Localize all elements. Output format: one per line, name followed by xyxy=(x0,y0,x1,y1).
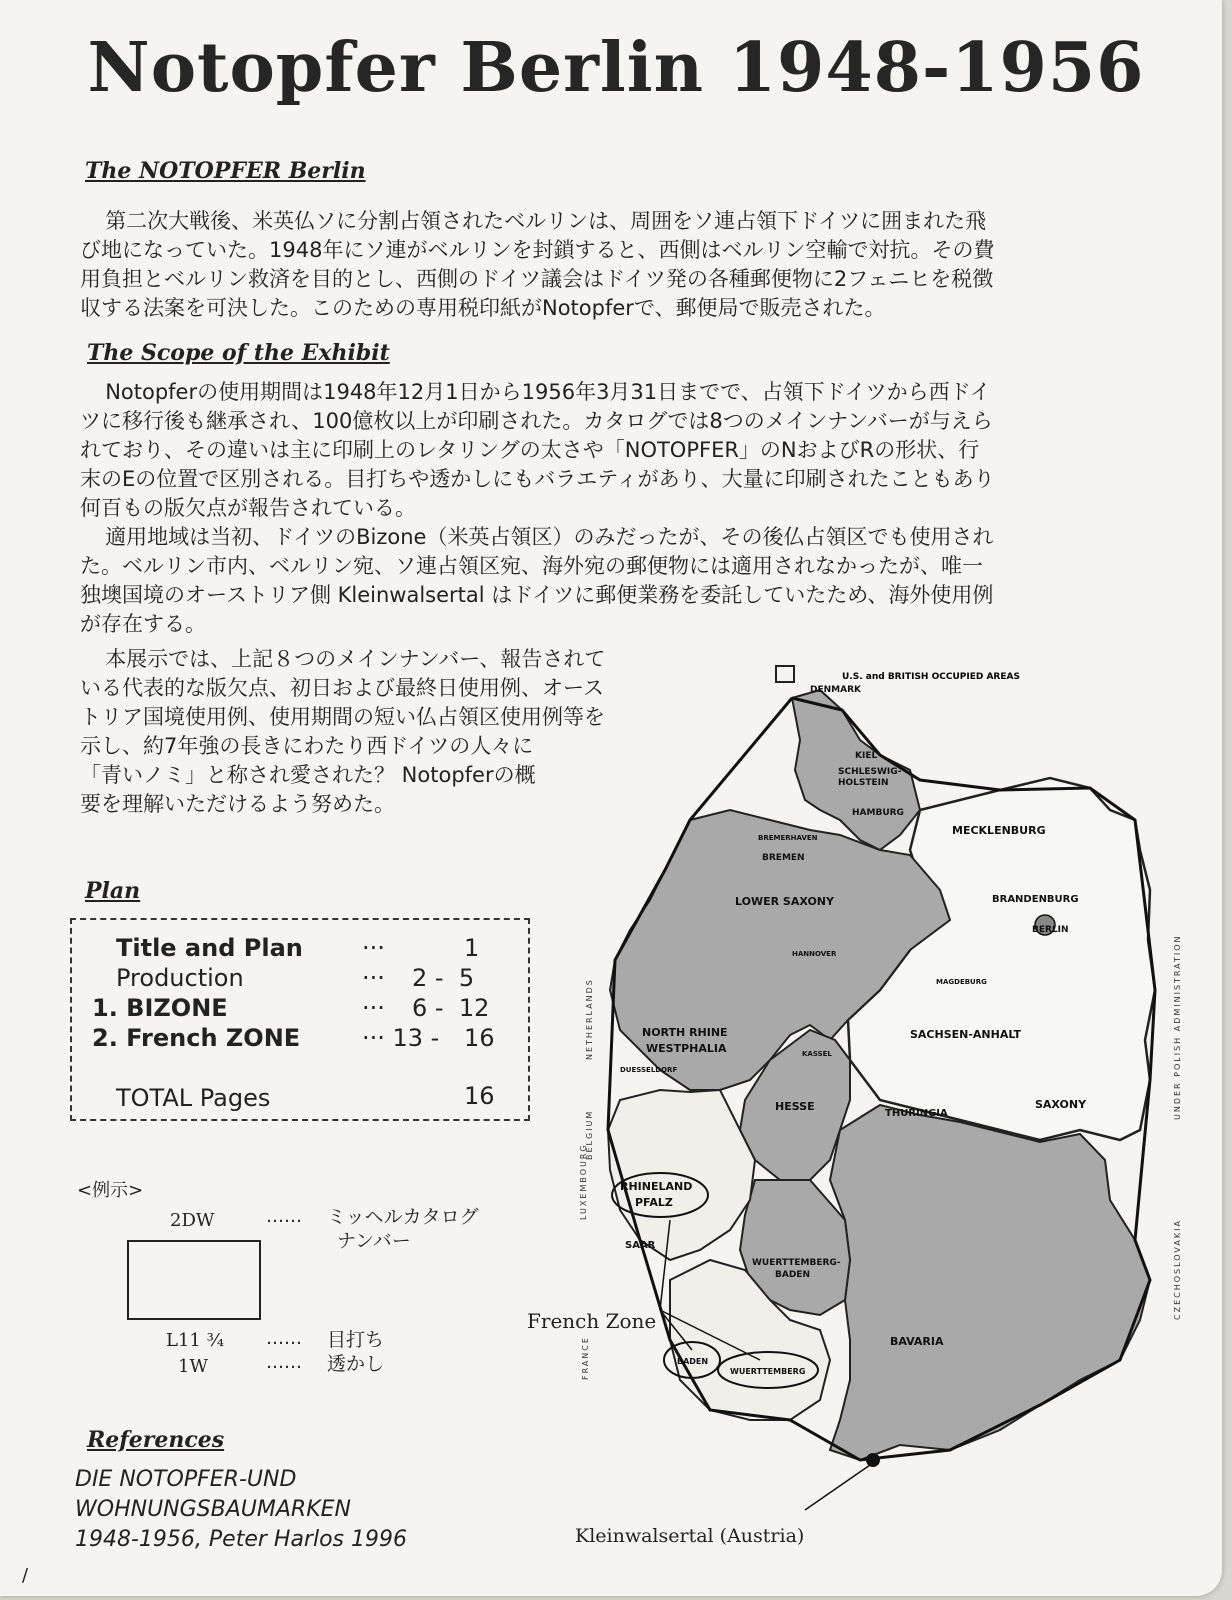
map-label-wuerttemberg: WUERTTEMBERG xyxy=(730,1367,806,1376)
map-label-bremerhaven: BREMERHAVEN xyxy=(758,834,818,842)
map-label-saxony: SAXONY xyxy=(1035,1098,1087,1111)
plan-row-pages: 16 xyxy=(464,1024,495,1052)
plan-table xyxy=(70,918,530,1121)
reference-line: 1948-1956, Peter Harlos 1996 xyxy=(75,1527,407,1552)
map-label-lower-saxony: LOWER SAXONY xyxy=(735,895,834,908)
map-label-hesse: HESSE xyxy=(775,1100,815,1113)
map-label-rhineland: RHINELAND xyxy=(620,1180,693,1193)
scope-paragraph xyxy=(80,378,1152,639)
summary-line: 本展示では、上記８つのメインナンバー、報告されて xyxy=(105,647,606,671)
example-catalog-label: ミッヘルカタログ xyxy=(327,1206,479,1228)
example-dots: …… xyxy=(266,1328,302,1349)
plan-row-dots: ··· xyxy=(362,934,385,962)
map-label-holstein: HOLSTEIN xyxy=(838,778,889,788)
page-title: Notopfer Berlin 1948-1956 xyxy=(87,28,1145,108)
intro-line: 収する法案を可決した。このための専用税印紙がNotopferで、郵便局で販売された。 xyxy=(80,296,886,320)
corner-mark: / xyxy=(22,1565,29,1586)
intro-paragraph xyxy=(80,207,1140,323)
scope-line: 適用地域は当初、ドイツのBizone（米英占領区）のみだったが、その後仏占領区でも使用され xyxy=(105,525,994,549)
map-label-kiel: KIEL xyxy=(855,751,878,761)
example-watermark-label: 透かし xyxy=(327,1353,385,1375)
scope-line: 末のEの位置で区別される。目打ちや透かしにもバラエティがあり、大量に印刷されたこともあり xyxy=(80,467,995,491)
plan-row-label: 2. French ZONE xyxy=(92,1024,301,1052)
map-label-france: FRANCE xyxy=(581,1336,590,1380)
map-label-brandenburg: BRANDENBURG xyxy=(992,894,1079,905)
map-label-duesseldorf: DUESSELDORF xyxy=(620,1066,678,1074)
map-label-westphalia: WESTPHALIA xyxy=(646,1042,727,1055)
scope-line: ツに移行後も継承され、100億枚以上が印刷された。カタログでは8つのメインナンバーが与えら xyxy=(80,409,993,433)
kleinwalsertal-pointer xyxy=(805,1465,870,1510)
kleinwalsertal-caption: Kleinwalsertal (Austria) xyxy=(575,1525,805,1547)
intro-heading: The NOTOPFER Berlin xyxy=(85,158,366,184)
plan-row-pages: 1 xyxy=(464,934,480,962)
reference-line: WOHNUNGSBAUMARKEN xyxy=(75,1497,351,1522)
map-label-pfalz: PFALZ xyxy=(635,1196,673,1209)
stamp-placeholder-box xyxy=(127,1240,261,1320)
map-label-north-rhine: NORTH RHINE xyxy=(642,1026,728,1039)
map-label-thuringia: THURINGIA xyxy=(885,1108,948,1119)
bavaria xyxy=(830,1105,1150,1460)
map-label-belgium: BELGIUM xyxy=(585,1109,594,1160)
example-heading: <例示> xyxy=(77,1180,144,1201)
plan-row-label: 1. BIZONE xyxy=(92,994,228,1022)
intro-line: 用負担とベルリン救済を目的とし、西側のドイツ議会はドイツ発の各種郵便物に2フェニヒを税徴 xyxy=(80,267,994,291)
plan-row-dots: ··· xyxy=(362,964,385,992)
map-label-baden-b: BADEN xyxy=(775,1270,810,1280)
summary-line: トリア国境使用例、使用期間の短い仏占領区使用例等を xyxy=(80,705,605,729)
occupation-zones-map xyxy=(580,660,1200,1560)
map-label-luxembourg: LUXEMBOURG xyxy=(579,1143,588,1220)
reference-line: DIE NOTOPFER-UND xyxy=(75,1467,297,1492)
scope-line: Notopferの使用期間は1948年12月1日から1956年3月31日までで、占領下ドイツから西ドイ xyxy=(105,380,991,404)
map-label-czechoslovakia: CZECHOSLOVAKIA xyxy=(1173,1219,1182,1320)
scope-line: れており、その違いは主に印刷上のレタリングの太さや「NOTOPFER」のNおよびRの形状、行 xyxy=(80,438,980,462)
intro-line: び地になっていた。1948年にソ連がベルリンを封鎖すると、西側はベルリン空輸で対抗。その費 xyxy=(80,238,995,262)
map-label-bremen: BREMEN xyxy=(762,853,805,863)
map-label-berlin: BERLIN xyxy=(1032,925,1069,935)
map-label-baden: BADEN xyxy=(677,1357,709,1366)
example-catalog-number: 2DW xyxy=(170,1210,215,1231)
references-list xyxy=(75,1465,407,1555)
plan-row-dots: ··· xyxy=(362,994,385,1022)
legend-text: U.S. and BRITISH OCCUPIED AREAS xyxy=(842,672,1020,682)
intro-line: 第二次大戦後、米英仏ソに分割占領されたベルリンは、周囲をソ連占領下ドイツに囲まれた飛 xyxy=(105,209,987,233)
plan-total-label: TOTAL Pages xyxy=(116,1084,271,1112)
summary-line: 要を理解いただけるよう努めた。 xyxy=(80,792,395,816)
summary-line: 「青いノミ」と称され愛された？ Notopferの概 xyxy=(80,763,536,787)
example-perforation: L11 ¾ xyxy=(166,1330,225,1351)
map-label-schleswig: SCHLESWIG- xyxy=(838,767,902,777)
scope-heading: The Scope of the Exhibit xyxy=(87,340,390,366)
plan-row-label: Production xyxy=(116,964,244,992)
scope-line: 何百もの版欠点が報告されている。 xyxy=(80,496,416,520)
map-label-denmark: DENMARK xyxy=(810,685,861,695)
map-label-wuerttemberg-baden: WUERTTEMBERG- xyxy=(752,1258,841,1268)
scope-line: た。ベルリン市内、ベルリン宛、ソ連占領区宛、海外宛の郵便物には適用されなかったが、唯一 xyxy=(80,554,983,578)
map-label-magdeburg: MAGDEBURG xyxy=(936,978,987,986)
plan-heading: Plan xyxy=(85,878,141,904)
example-dots: …… xyxy=(266,1352,302,1373)
example-dots: …… xyxy=(266,1206,302,1227)
plan-row-label: Title and Plan xyxy=(116,934,303,962)
summary-line: 示し、約7年強の長きにわたり西ドイツの人々に xyxy=(80,734,534,758)
summary-line: いる代表的な版欠点、初日および最終日使用例、オース xyxy=(80,676,604,700)
map-label-netherlands: NETHERLANDS xyxy=(585,978,594,1060)
map-label-polish-administration: UNDER POLISH ADMINISTRATION xyxy=(1173,934,1182,1120)
kleinwalsertal-dot xyxy=(866,1453,880,1467)
map-label-bavaria: BAVARIA xyxy=(890,1335,944,1348)
plan-row-pages: 2 - 5 xyxy=(412,964,475,992)
map-label-hamburg: HAMBURG xyxy=(852,808,904,818)
map-label-hannover: HANNOVER xyxy=(792,950,837,958)
map-label-kassel: KASSEL xyxy=(802,1050,832,1058)
example-perforation-label: 目打ち xyxy=(327,1329,385,1351)
map-label-sachsen-anhalt: SACHSEN-ANHALT xyxy=(910,1028,1022,1041)
french-zone-caption: French Zone xyxy=(527,1309,657,1333)
plan-row-dots: ··· 13 - xyxy=(362,1024,440,1052)
map-label-mecklenburg: MECKLENBURG xyxy=(952,824,1046,837)
example-watermark: 1W xyxy=(178,1356,208,1377)
example-catalog-label: ナンバー xyxy=(337,1230,411,1252)
references-heading: References xyxy=(87,1427,225,1453)
plan-row-pages: 6 - 12 xyxy=(412,994,490,1022)
plan-total-pages: 16 xyxy=(464,1082,495,1110)
map-label-saar: SAAR xyxy=(625,1240,656,1251)
scope-line: が存在する。 xyxy=(80,612,206,636)
legend-swatch xyxy=(776,666,794,682)
scope-line: 独墺国境のオーストリア側 Kleinwalsertal はドイツに郵便業務を委託していたため、海外使用例 xyxy=(80,583,994,607)
